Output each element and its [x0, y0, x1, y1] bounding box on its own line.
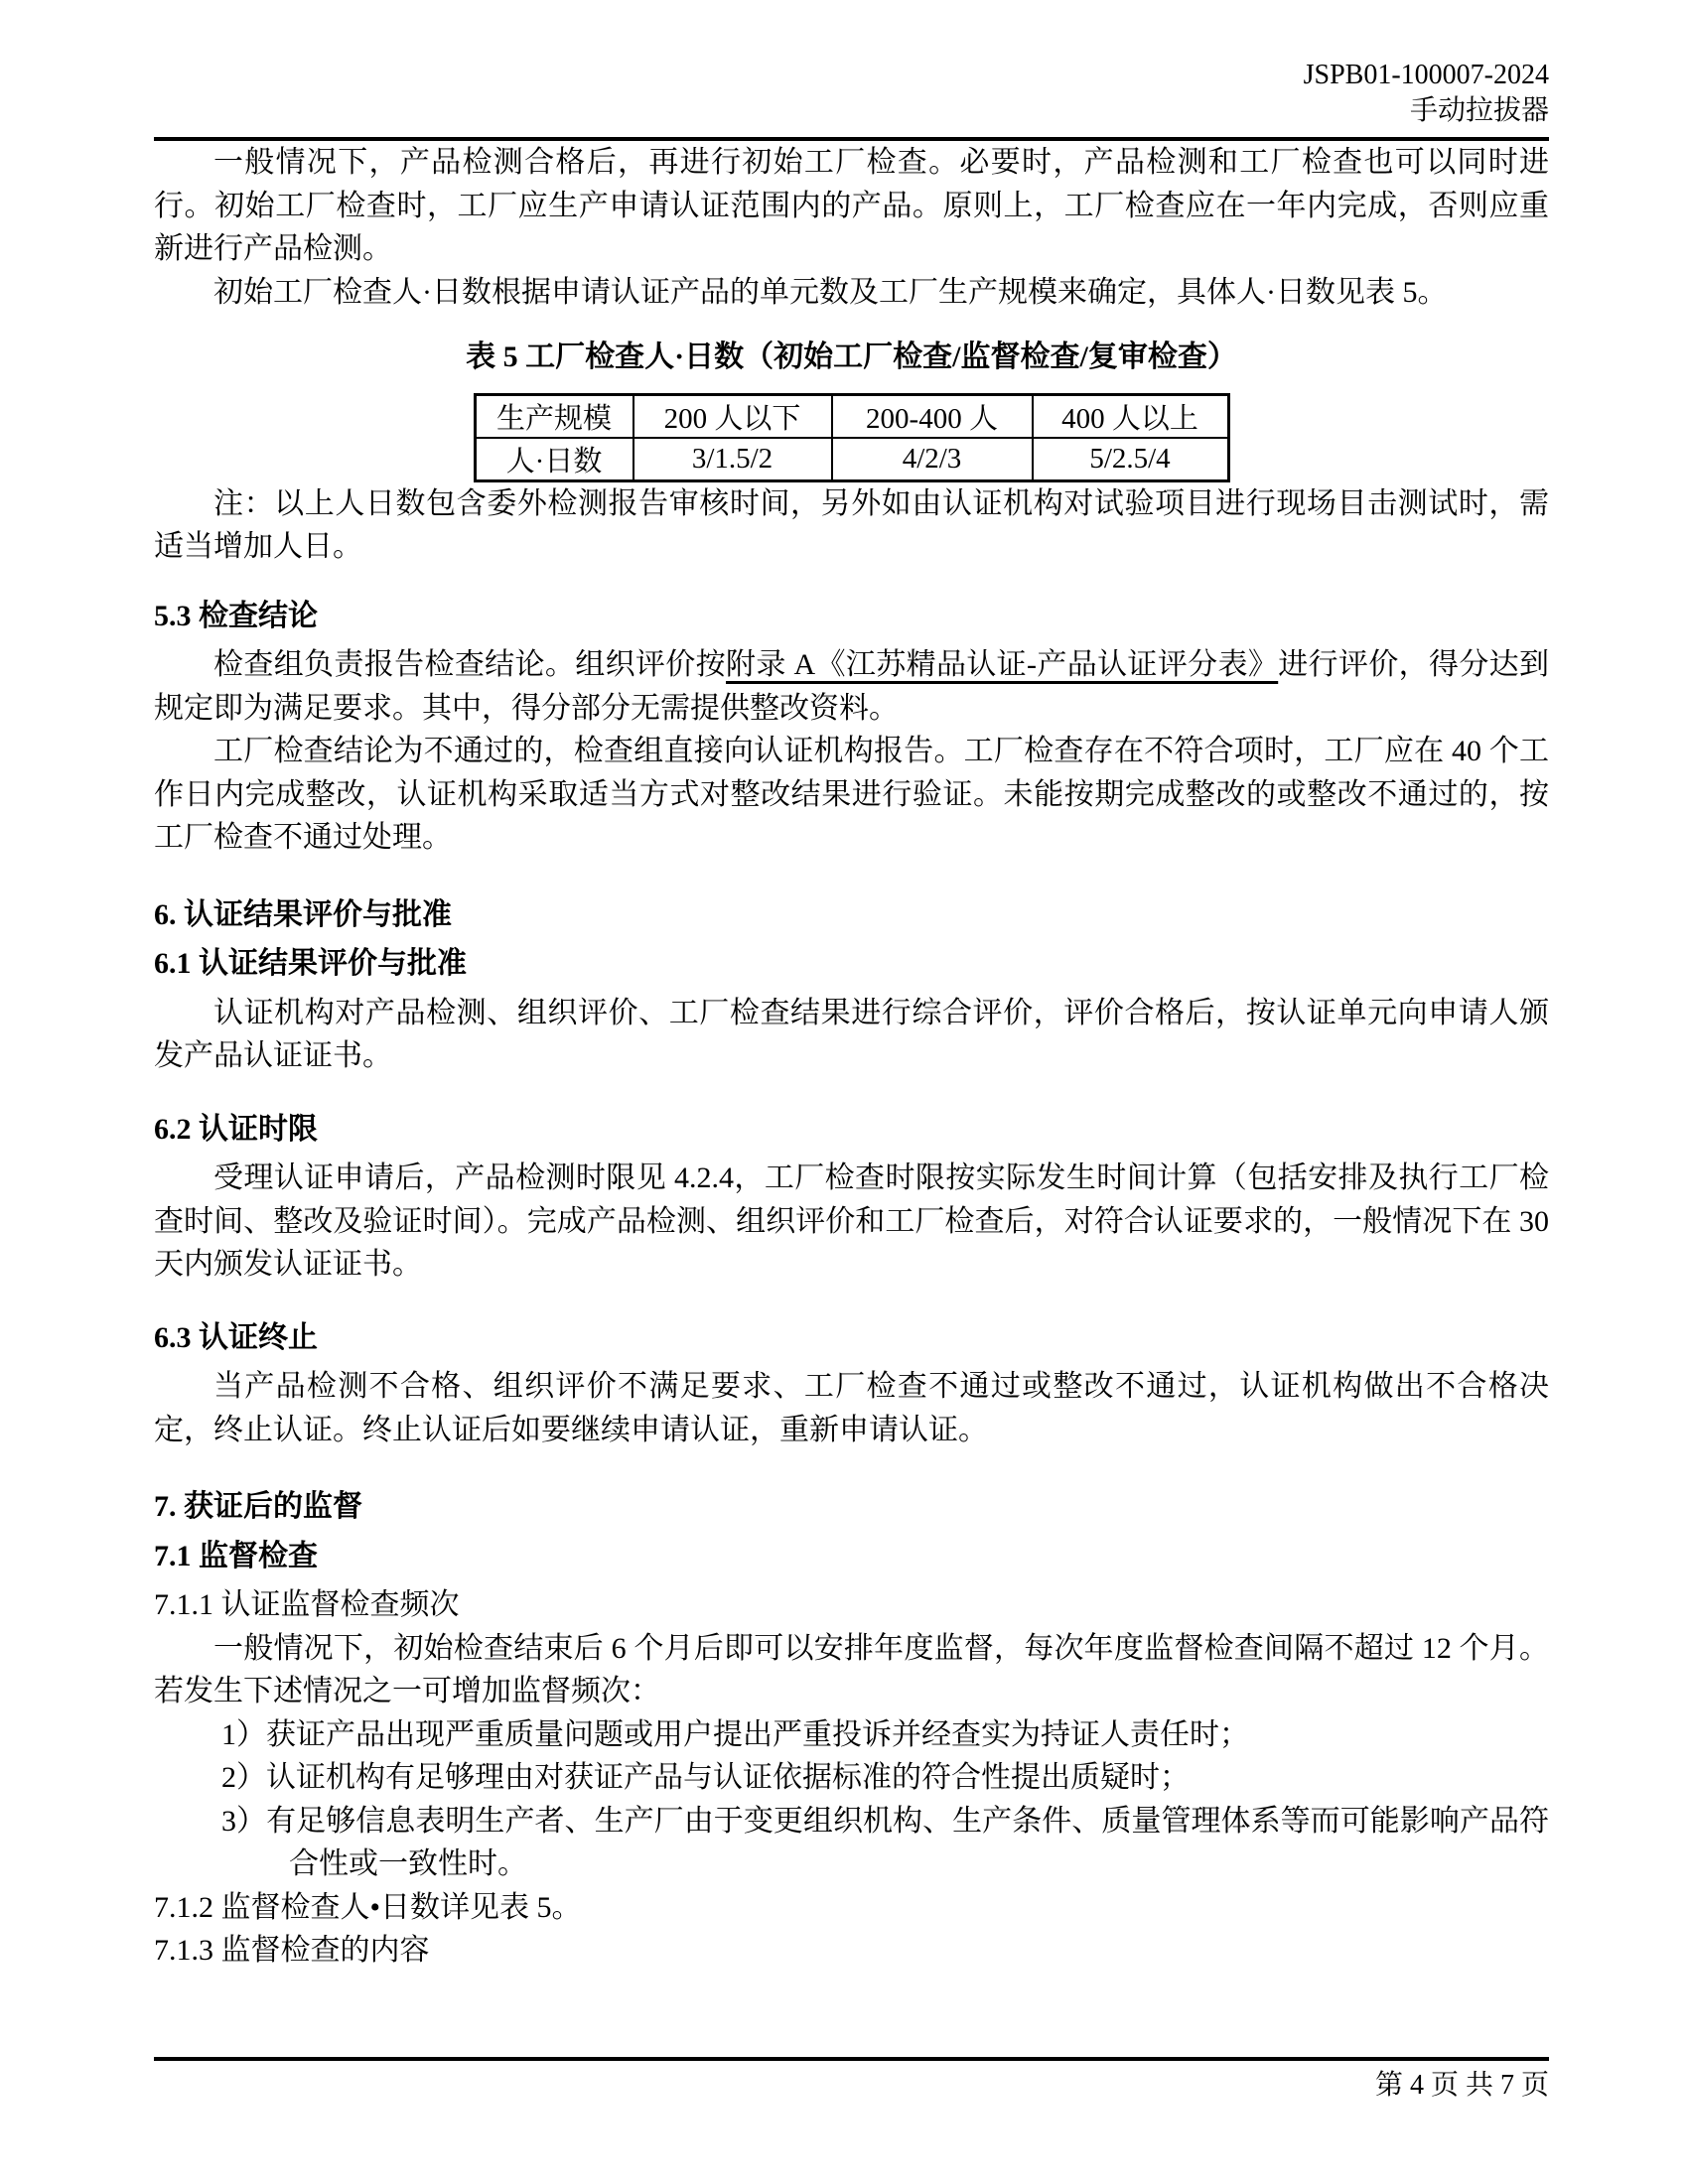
paragraph-6-1: 认证机构对产品检测、组织评价、工厂检查结果进行综合评价，评价合格后，按认证单元向申请人颁发产品认证证书。 — [154, 996, 1549, 1072]
section-heading-7-1-3: 7.1.3 监督检查的内容 — [154, 1934, 430, 1967]
doc-product-title: 手动拉拔器 — [1409, 95, 1549, 126]
list-item-2: 2）认证机构有足够理由对获证产品与认证依据标准的符合性提出质疑时； — [221, 1761, 1190, 1794]
section-heading-6-3: 6.3 认证终止 — [154, 1320, 318, 1354]
paragraph-5-3-2: 工厂检查结论为不通过的，检查组直接向认证机构报告。工厂检查存在不符合项时，工厂应在 40 个工作日内完成整改，认证机构采取适当方式对整改结果进行验证。未能按期完成整改的或整改不通过的，按工厂检查不通过处理。 — [154, 735, 1549, 854]
table5-header-cell: 生产规模 — [475, 394, 633, 438]
section-heading-6-2: 6.2 认证时限 — [154, 1112, 318, 1146]
table5-title: 表 5 工厂检查人·日数（初始工厂检查/监督检查/复审检查） — [466, 341, 1237, 373]
paragraph-5-3-1-pre: 检查组负责报告检查结论。组织评价按 — [213, 648, 726, 681]
section-heading-7: 7. 获证后的监督 — [154, 1490, 362, 1523]
table5-value-cell: 3/1.5/2 — [633, 438, 832, 481]
paragraph-7-1-1: 一般情况下，初始检查结束后 6 个月后即可以安排年度监督，每次年度监督检查间隔不超过 12 个月。若发生下述情况之一可增加监督频次： — [154, 1631, 1549, 1707]
paragraph-intro-1: 一般情况下，产品检测合格后，再进行初始工厂检查。必要时，产品检测和工厂检查也可以同时进行。初始工厂检查时，工厂应生产申请认证范围内的产品。原则上，工厂检查应在一年内完成，否则应重新进行产品检测。 — [154, 146, 1549, 265]
table5-header-cell: 200 人以下 — [633, 394, 832, 438]
table5-value-cell: 4/2/3 — [832, 438, 1033, 481]
table5-note: 注：以上人日数包含委外检测报告审核时间，另外如由认证机构对试验项目进行现场目击测试时，需适当增加人日。 — [154, 486, 1549, 563]
section-heading-7-1: 7.1 监督检查 — [154, 1539, 318, 1572]
paragraph-5-3-1 — [154, 643, 1549, 730]
page-header — [154, 58, 1549, 129]
section-heading-6: 6. 认证结果评价与批准 — [154, 897, 452, 931]
paragraph-6-2: 受理认证申请后，产品检测时限见 4.2.4，工厂检查时限按实际发生时间计算（包括安排及执行工厂检查时间、整改及验证时间）。完成产品检测、组织评价和工厂检查后，对符合认证要求的，一般情况下在 30 天内颁发认证证书。 — [154, 1161, 1549, 1281]
list-item-1: 1）获证产品出现严重质量问题或用户提出严重投诉并经查实为持证人责任时； — [221, 1717, 1249, 1751]
table5 — [474, 393, 1230, 482]
doc-code: JSPB01-100007-2024 — [1303, 60, 1549, 90]
table5-header-cell: 400 人以上 — [1033, 394, 1229, 438]
page-number: 第 4 页 共 7 页 — [1374, 2070, 1549, 2101]
paragraph-intro-2: 初始工厂检查人·日数根据申请认证产品的单元数及工厂生产规模来确定，具体人·日数见表 5。 — [213, 275, 1448, 309]
table5-data-row — [475, 438, 1228, 481]
table5-header-cell: 200-400 人 — [832, 394, 1033, 438]
section-heading-6-1: 6.1 认证结果评价与批准 — [154, 947, 467, 980]
section-heading-5-3: 5.3 检查结论 — [154, 599, 318, 632]
table5-value-cell: 5/2.5/4 — [1033, 438, 1229, 481]
page-footer — [154, 2057, 1549, 2103]
section-heading-7-1-1: 7.1.1 认证监督检查频次 — [154, 1588, 460, 1621]
appendix-a-reference: 附录 A《江苏精品认证-产品认证评分表》 — [726, 648, 1279, 681]
table5-header-row — [475, 394, 1228, 438]
paragraph-5-3-1-post: 进行评价，得分达到规定即为满足要求。其中，得分部分无需提供整改资料。 — [154, 648, 1550, 725]
section-line-7-1-2: 7.1.2 监督检查人•日数详见表 5。 — [154, 1890, 582, 1924]
list-item-3: 3）有足够信息表明生产者、生产厂由于变更组织机构、生产条件、质量管理体系等而可能影响产品符合性或一致性时。 — [221, 1804, 1549, 1880]
paragraph-6-3: 当产品检测不合格、组织评价不满足要求、工厂检查不通过或整改不通过，认证机构做出不合格决定，终止认证。终止认证后如要继续申请认证，重新申请认证。 — [154, 1370, 1549, 1446]
table5-row-label: 人·日数 — [475, 438, 633, 481]
